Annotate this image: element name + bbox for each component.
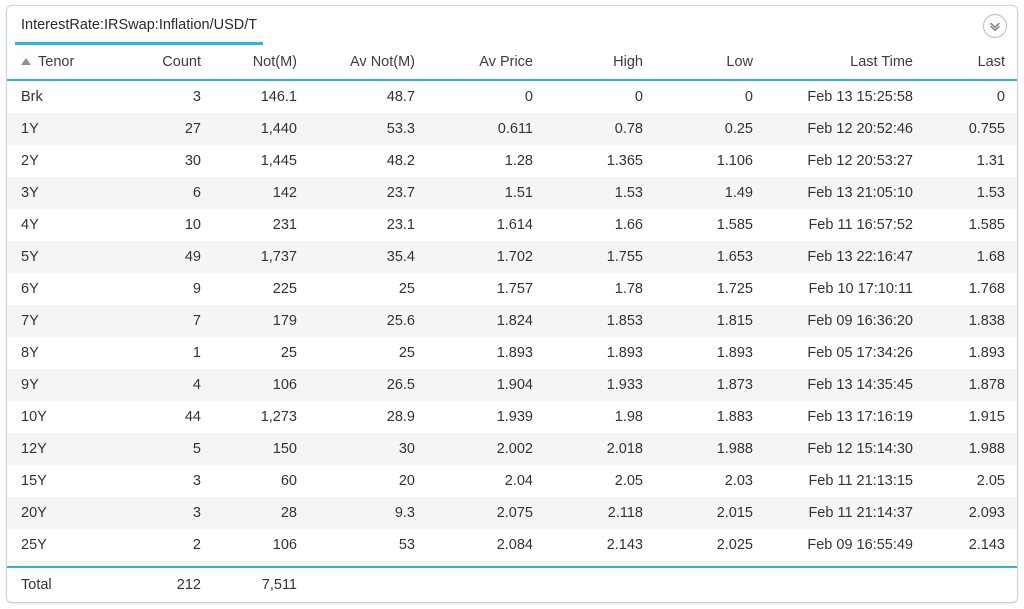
table-row[interactable]: [7, 273, 1017, 305]
total-label: Total: [21, 577, 52, 593]
cell-low: 1.815: [716, 313, 753, 329]
cell-count: 30: [184, 153, 201, 169]
cell-av_price: 1.614: [496, 217, 533, 233]
column-header-high[interactable]: High: [547, 46, 657, 80]
table-row[interactable]: [7, 177, 1017, 209]
column-header-low[interactable]: Low: [657, 46, 767, 80]
table-row[interactable]: [7, 369, 1017, 401]
cell-last_time: Feb 11 21:14:37: [808, 505, 913, 521]
column-header-av-price[interactable]: Av Price: [429, 46, 547, 80]
cell-not_m: 225: [272, 281, 297, 297]
total-not: 7,511: [261, 577, 297, 593]
cell-count: 3: [192, 473, 201, 489]
cell-av_not_m: 48.7: [386, 89, 415, 105]
table-footer: [7, 566, 1017, 602]
cell-last: 1.893: [968, 345, 1005, 361]
table-row[interactable]: [7, 241, 1017, 273]
column-header-av-not[interactable]: Av Not(M): [311, 46, 429, 80]
cell-not_m: 1,273: [260, 409, 297, 425]
cell-av_not_m: 20: [398, 473, 415, 489]
cell-high: 2.118: [607, 505, 643, 521]
total-high: [547, 568, 657, 602]
cell-last: 1.878: [968, 377, 1005, 393]
cell-count: 44: [184, 409, 201, 425]
cell-tenor: 10Y: [21, 409, 47, 425]
cell-not_m: 106: [272, 537, 297, 553]
cell-count: 3: [192, 89, 201, 105]
table-scroll-region[interactable]: [7, 46, 1017, 564]
cell-av_price: 1.51: [504, 185, 533, 201]
cell-high: 1.755: [606, 249, 643, 265]
cell-last: 2.093: [968, 505, 1005, 521]
cell-low: 0.25: [724, 121, 753, 137]
cell-not_m: 25: [280, 345, 297, 361]
cell-tenor: 9Y: [21, 377, 39, 393]
cell-high: 2.143: [606, 537, 643, 553]
total-last-time: [767, 568, 927, 602]
cell-count: [117, 561, 215, 564]
cell-high: 2.018: [606, 441, 643, 457]
cell-last_time: Feb 09 16:36:20: [807, 313, 913, 329]
cell-av_price: [429, 561, 547, 564]
total-count: 212: [176, 577, 201, 593]
cell-last: 1.838: [968, 313, 1005, 329]
cell-count: 5: [192, 441, 201, 457]
table-row[interactable]: [7, 561, 1017, 564]
cell-av_not_m: 30: [398, 441, 415, 457]
cell-low: 1.883: [716, 409, 753, 425]
cell-last_time: [767, 561, 927, 564]
cell-low: 1.725: [716, 281, 753, 297]
cell-count: 9: [192, 281, 201, 297]
cell-last_time: Feb 12 20:53:27: [807, 153, 913, 169]
cell-tenor: 2Y: [21, 153, 39, 169]
cell-low: 1.873: [716, 377, 753, 393]
cell-count: 4: [192, 377, 201, 393]
cell-av_price: 1.757: [496, 281, 533, 297]
cell-high: 0: [634, 89, 643, 105]
cell-tenor: 25Y: [21, 537, 47, 553]
cell-av_price: 0.611: [497, 121, 533, 137]
trade-summary-panel: [6, 5, 1018, 603]
table-row[interactable]: [7, 305, 1017, 337]
cell-av_not_m: 26.5: [386, 377, 415, 393]
cell-tenor: 5Y: [21, 249, 39, 265]
cell-tenor: 1Y: [21, 121, 39, 137]
table-row[interactable]: [7, 497, 1017, 529]
cell-count: 1: [192, 345, 201, 361]
cell-av_not_m: 53: [398, 537, 415, 553]
cell-last_time: Feb 05 17:34:26: [807, 345, 913, 361]
cell-high: 1.53: [614, 185, 643, 201]
cell-low: 1.585: [716, 217, 753, 233]
chevron-down-circle-icon[interactable]: [983, 14, 1007, 38]
cell-av_not_m: 25.6: [386, 313, 415, 329]
total-av-price: [429, 568, 547, 602]
total-low: [657, 568, 767, 602]
cell-av_not_m: [311, 561, 429, 564]
cell-count: 7: [192, 313, 201, 329]
cell-high: 1.98: [614, 409, 643, 425]
cell-low: 1.988: [716, 441, 753, 457]
table-header-row: [7, 46, 1017, 80]
cell-tenor: 4Y: [21, 217, 39, 233]
total-av-not: [311, 568, 429, 602]
table-row[interactable]: [7, 145, 1017, 177]
cell-last: 1.585: [968, 217, 1005, 233]
cell-tenor: [7, 561, 117, 564]
cell-low: 2.025: [716, 537, 753, 553]
cell-low: 1.893: [716, 345, 753, 361]
cell-last: 1.988: [968, 441, 1005, 457]
cell-low: 1.106: [716, 153, 753, 169]
cell-last_time: Feb 10 17:10:11: [808, 281, 913, 297]
cell-last: 0: [996, 89, 1005, 105]
cell-av_price: 1.939: [496, 409, 533, 425]
column-header-tenor[interactable]: [7, 46, 117, 80]
column-header-count[interactable]: Count: [117, 46, 215, 80]
cell-av_not_m: 28.9: [386, 409, 415, 425]
cell-count: 49: [184, 249, 201, 265]
cell-not_m: [215, 561, 311, 564]
table-row[interactable]: [7, 433, 1017, 465]
cell-not_m: 150: [272, 441, 297, 457]
table-row[interactable]: [7, 209, 1017, 241]
cell-count: 6: [192, 185, 201, 201]
cell-tenor: 6Y: [21, 281, 39, 297]
cell-high: 1.893: [606, 345, 643, 361]
cell-last_time: Feb 13 22:16:47: [807, 249, 913, 265]
cell-not_m: 142: [272, 185, 297, 201]
cell-tenor: 3Y: [21, 185, 39, 201]
cell-tenor: 20Y: [21, 505, 47, 521]
cell-high: 1.365: [606, 153, 643, 169]
column-label-tenor: Tenor: [38, 54, 75, 70]
cell-high: [547, 561, 657, 564]
column-header-last-time[interactable]: Last Time: [767, 46, 927, 80]
cell-last_time: Feb 13 14:35:45: [807, 377, 913, 393]
total-last: [927, 568, 1018, 602]
cell-high: 1.78: [614, 281, 643, 297]
cell-not_m: 231: [272, 217, 297, 233]
cell-not_m: 1,440: [260, 121, 297, 137]
cell-low: 2.015: [716, 505, 753, 521]
cell-not_m: 1,445: [260, 153, 297, 169]
cell-not_m: 60: [280, 473, 297, 489]
cell-last_time: Feb 09 16:55:49: [807, 537, 913, 553]
cell-low: 0: [744, 89, 753, 105]
cell-av_not_m: 53.3: [386, 121, 415, 137]
cell-last_time: Feb 13 17:16:19: [807, 409, 913, 425]
cell-av_price: 1.893: [496, 345, 533, 361]
cell-not_m: 179: [272, 313, 297, 329]
cell-av_not_m: 25: [398, 281, 415, 297]
cell-not_m: 28: [280, 505, 297, 521]
cell-tenor: 8Y: [21, 345, 39, 361]
cell-last_time: Feb 11 16:57:52: [808, 217, 913, 233]
table-row[interactable]: [7, 337, 1017, 369]
cell-av_not_m: 25: [398, 345, 415, 361]
cell-last_time: Feb 13 21:05:10: [807, 185, 913, 201]
cell-last: 0.755: [968, 121, 1005, 137]
cell-tenor: 7Y: [21, 313, 39, 329]
cell-tenor: 12Y: [21, 441, 47, 457]
cell-count: 27: [184, 121, 201, 137]
cell-last_time: Feb 13 15:25:58: [807, 89, 913, 105]
cell-last: 1.68: [976, 249, 1005, 265]
table-body: [7, 80, 1017, 564]
cell-av_price: 1.702: [496, 249, 533, 265]
cell-last: 1.31: [976, 153, 1005, 169]
cell-tenor: 15Y: [21, 473, 47, 489]
cell-last_time: Feb 11 21:13:15: [808, 473, 913, 489]
tab-instrument[interactable]: InterestRate:IRSwap:Inflation/USD/T: [15, 6, 263, 45]
cell-low: 2.03: [724, 473, 753, 489]
cell-av_not_m: 48.2: [386, 153, 415, 169]
cell-last_time: Feb 12 15:14:30: [807, 441, 913, 457]
cell-av_price: 2.084: [496, 537, 533, 553]
cell-high: 0.78: [614, 121, 643, 137]
column-header-not[interactable]: Not(M): [215, 46, 311, 80]
cell-av_price: 2.075: [496, 505, 533, 521]
cell-count: 2: [192, 537, 201, 553]
table-row[interactable]: [7, 113, 1017, 145]
cell-not_m: 1,737: [260, 249, 297, 265]
cell-not_m: 106: [272, 377, 297, 393]
cell-av_not_m: 23.1: [386, 217, 415, 233]
cell-not_m: 146.1: [260, 89, 297, 105]
cell-tenor: Brk: [21, 89, 43, 105]
cell-last: 1.915: [968, 409, 1005, 425]
cell-high: 1.933: [606, 377, 643, 393]
table-row[interactable]: [7, 529, 1017, 561]
cell-low: 1.653: [716, 249, 753, 265]
cell-last: [927, 561, 1017, 564]
cell-av_not_m: 9.3: [394, 505, 415, 521]
column-header-last[interactable]: Last: [927, 46, 1017, 80]
totals-table: [7, 568, 1018, 602]
cell-last: 2.05: [976, 473, 1005, 489]
cell-av_price: 2.002: [496, 441, 533, 457]
cell-count: 3: [192, 505, 201, 521]
table-row[interactable]: [7, 80, 1017, 113]
cell-low: [657, 561, 767, 564]
cell-count: 10: [184, 217, 201, 233]
cell-av_price: 2.04: [504, 473, 533, 489]
cell-av_price: 1.904: [496, 377, 533, 393]
table-row[interactable]: [7, 401, 1017, 433]
cell-last: 2.143: [968, 537, 1005, 553]
cell-av_not_m: 23.7: [386, 185, 415, 201]
cell-high: 2.05: [614, 473, 643, 489]
trades-table: [7, 46, 1017, 564]
table-row[interactable]: [7, 465, 1017, 497]
cell-last: 1.53: [976, 185, 1005, 201]
cell-low: 1.49: [724, 185, 753, 201]
totals-row: [7, 568, 1018, 602]
cell-high: 1.853: [606, 313, 643, 329]
cell-last_time: Feb 12 20:52:46: [807, 121, 913, 137]
cell-av_not_m: 35.4: [386, 249, 415, 265]
cell-av_price: 0: [524, 89, 533, 105]
cell-av_price: 1.28: [504, 153, 533, 169]
table-header: [7, 46, 1017, 80]
cell-av_price: 1.824: [496, 313, 533, 329]
tab-bar: [7, 6, 1017, 47]
cell-high: 1.66: [614, 217, 643, 233]
sort-ascending-icon: [21, 58, 31, 65]
cell-last: 1.768: [968, 281, 1005, 297]
